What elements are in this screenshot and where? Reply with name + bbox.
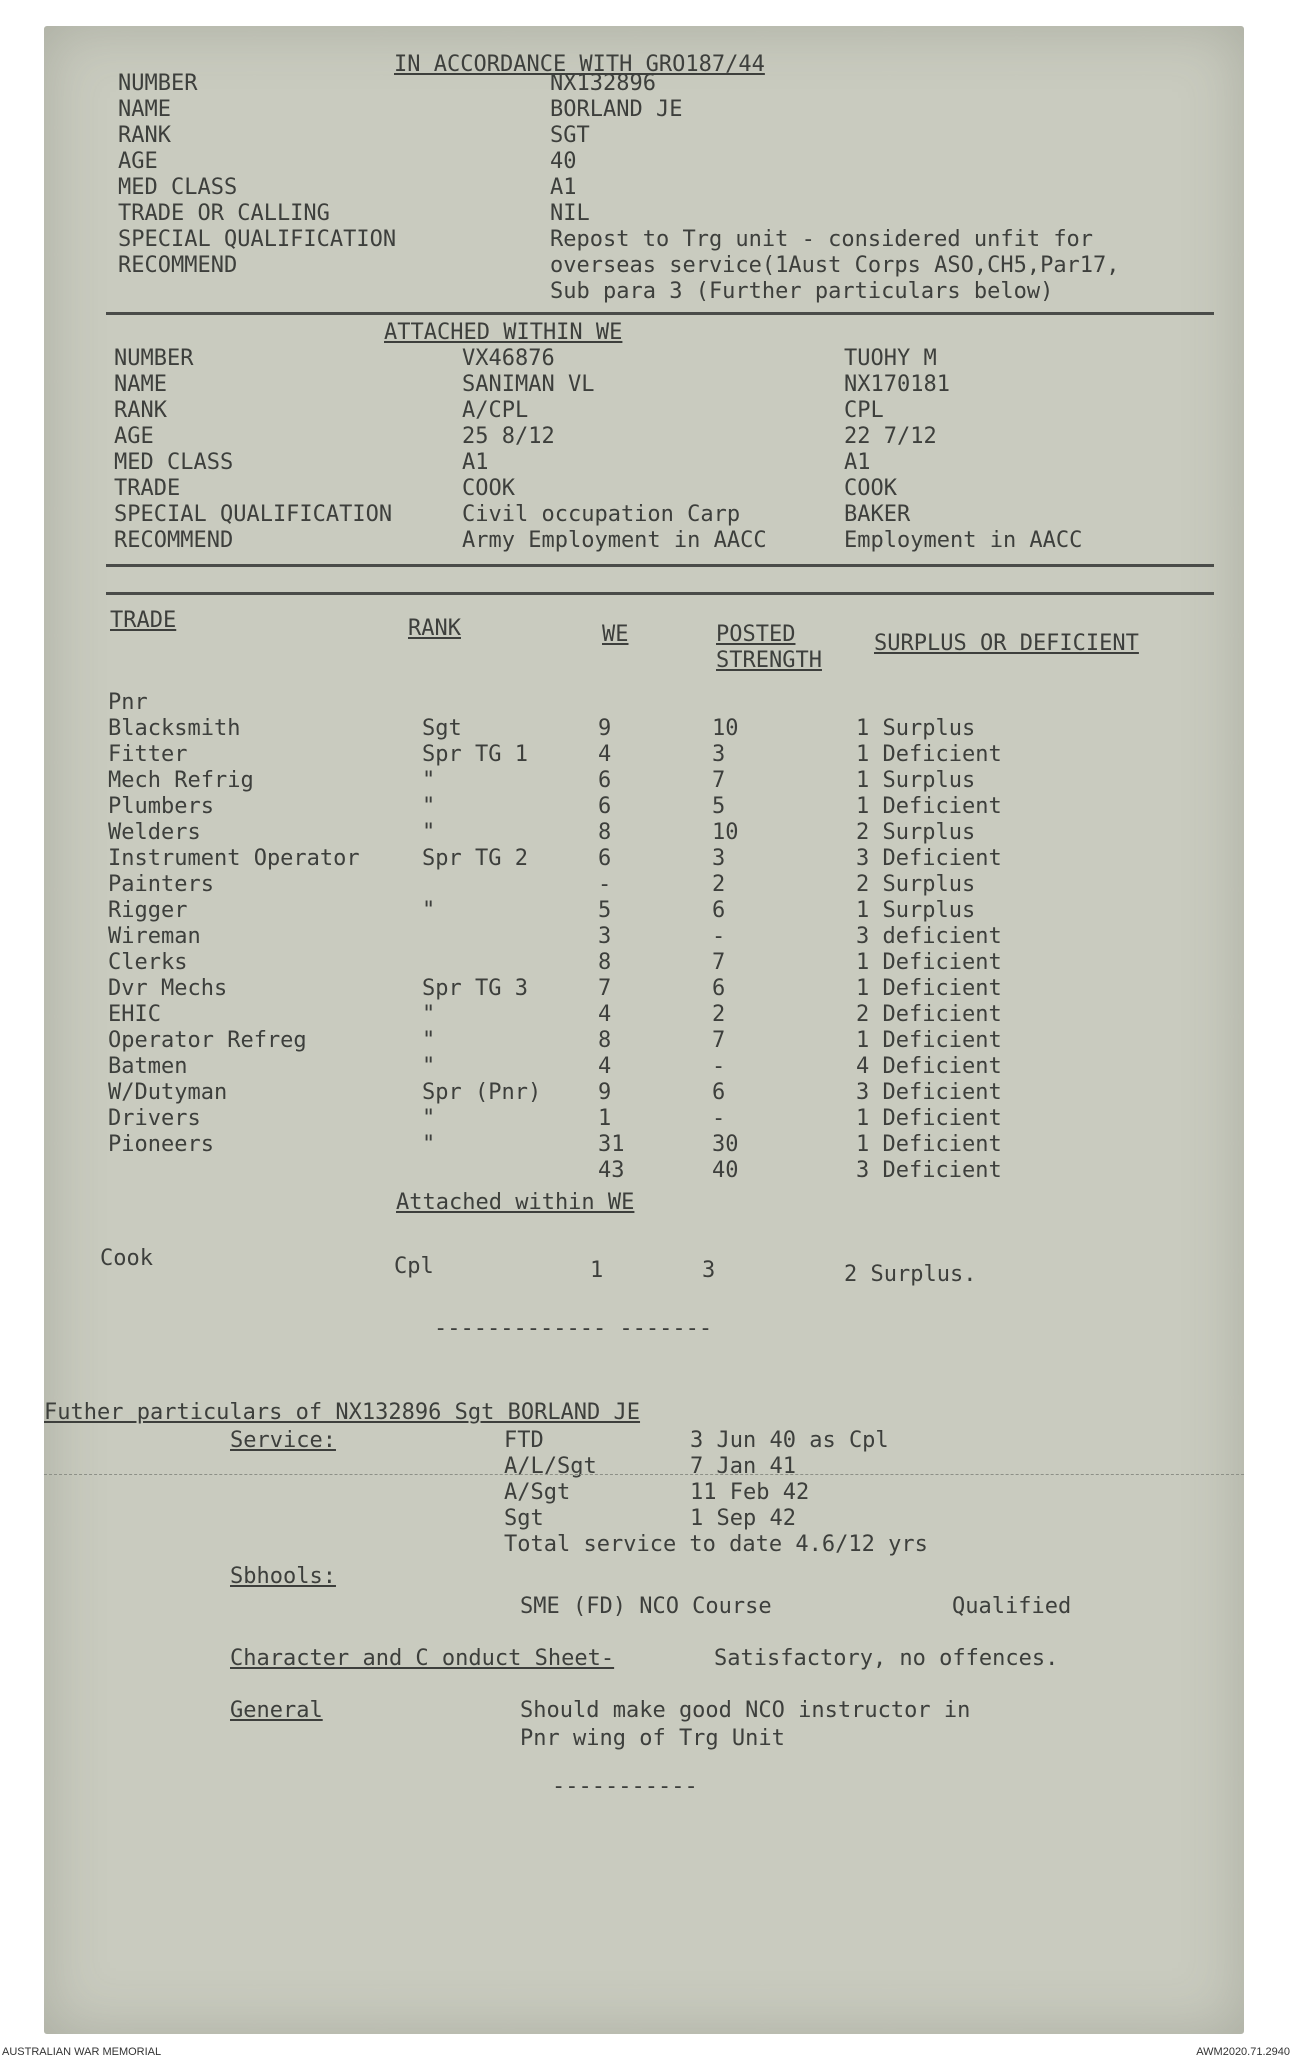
table-row [44,898,1244,924]
row-we: 8 [598,820,612,845]
row-diff: 3 deficient [856,924,1002,949]
row-we: - [598,872,612,897]
schools-label: Sbhools: [230,1564,336,1589]
row-rank: " [422,1028,436,1053]
attached-label: RECOMMEND [114,528,234,553]
service-date: 3 Jun 40 as Cpl [690,1428,889,1453]
attached-within-heading: Attached within WE [396,1190,635,1215]
col-header-trade: TRADE [110,608,177,633]
row-diff: 1 Deficient [856,1106,1002,1131]
row-we: 3 [598,924,612,949]
service-rank: FTD [504,1428,544,1453]
table-row [44,1132,1244,1158]
table-row [44,820,1244,846]
row-posted: 3 [712,846,726,871]
subject-label: NUMBER [118,71,198,96]
attached-rank: Cpl [394,1254,434,1279]
attached-value-b: Employment in AACC [844,528,1083,553]
row-diff: 3 Deficient [856,846,1002,871]
attached-label: MED CLASS [114,450,234,475]
row-diff: 1 Surplus [856,768,976,793]
attached-value-b: TUOHY M [844,346,937,371]
table-row [44,794,1244,820]
row-trade: Plumbers [108,794,214,819]
section-rule [106,564,1214,567]
row-posted: - [712,924,726,949]
row-we: 31 [598,1132,625,1157]
service-date: 11 Feb 42 [690,1480,810,1505]
table-end-separator: ------------- ------- [434,1316,713,1341]
service-label: Service: [230,1428,336,1453]
row-trade: Mech Refrig [108,768,254,793]
row-trade: Batmen [108,1054,188,1079]
attached-value-b: 22 7/12 [844,424,937,449]
general-line-1: Should make good NCO instructor in [520,1698,971,1723]
row-diff: 1 Deficient [856,1028,1002,1053]
subject-value: 40 [550,149,577,174]
attached-value-a: 25 8/12 [462,424,555,449]
row-diff: 3 Deficient [856,1158,1002,1183]
row-diff: 1 Deficient [856,950,1002,975]
col-header-surplus: SURPLUS OR DEFICIENT [874,631,1139,656]
particulars-heading: Futher particulars of NX132896 Sgt BORLAND JE [44,1400,641,1425]
attached-label: NAME [114,372,167,397]
row-trade: Dvr Mechs [108,976,228,1001]
attached-value-a: SANIMAN VL [462,372,595,397]
service-total: Total service to date 4.6/12 yrs [504,1532,928,1557]
row-posted: 10 [712,716,739,741]
order-reference: IN ACCORDANCE WITH GRO187/44 [394,52,765,77]
row-diff: 1 Deficient [856,742,1002,767]
subject-label: SPECIAL QUALIFICATION [118,227,397,252]
subject-value: overseas service(1Aust Corps ASO,CH5,Par17, [550,253,1120,278]
attached-diff: 2 Surplus. [844,1262,977,1287]
attached-we: 1 [590,1258,604,1283]
attached-label: AGE [114,424,154,449]
row-we: 9 [598,1080,612,1105]
attached-label: SPECIAL QUALIFICATION [114,502,393,527]
row-rank: " [422,768,436,793]
attached-value-b: COOK [844,476,897,501]
service-date: 7 Jan 41 [690,1454,796,1479]
row-we: 1 [598,1106,612,1131]
general-label: General [230,1698,323,1723]
subject-value: NIL [550,201,590,226]
row-trade: Welders [108,820,201,845]
subject-value: Repost to Trg unit - considered unfit for [550,227,1094,252]
row-posted: 30 [712,1132,739,1157]
row-trade: Clerks [108,950,188,975]
row-posted: 7 [712,1028,726,1053]
table-row [44,1002,1244,1028]
row-rank: " [422,1054,436,1079]
service-rank: Sgt [504,1506,544,1531]
attached-value-a: Army Employment in AACC [462,528,767,553]
subject-value: BORLAND JE [550,97,683,122]
row-we: 6 [598,846,612,871]
row-rank: " [422,820,436,845]
row-rank: Spr (Pnr) [422,1080,542,1105]
table-row [44,1158,1244,1184]
row-posted: 2 [712,1002,726,1027]
attached-value-a: A/CPL [462,398,529,423]
row-trade: Pioneers [108,1132,214,1157]
row-trade: Wireman [108,924,201,949]
row-diff: 1 Surplus [856,716,976,741]
row-we: 4 [598,742,612,767]
row-trade: EHIC [108,1002,161,1027]
row-posted: 5 [712,794,726,819]
row-diff: 2 Deficient [856,1002,1002,1027]
row-we: 4 [598,1054,612,1079]
row-posted: 10 [712,820,739,845]
row-diff: 2 Surplus [856,872,976,897]
row-we: 6 [598,794,612,819]
row-rank: " [422,1132,436,1157]
footer-right: AWM2020.71.2940 [1196,2046,1290,2058]
table-row [44,1054,1244,1080]
col-header-rank: RANK [408,616,461,641]
subject-label: AGE [118,149,158,174]
row-trade: Fitter [108,742,188,767]
attached-label: NUMBER [114,346,194,371]
attached-value-a: Civil occupation Carp [462,502,741,527]
row-posted: 2 [712,872,726,897]
subject-label: TRADE OR CALLING [118,201,330,226]
service-date: 1 Sep 42 [690,1506,796,1531]
row-trade: Instrument Operator [108,846,360,871]
row-trade: W/Dutyman [108,1080,228,1105]
subject-label: RANK [118,123,171,148]
row-posted: 40 [712,1158,739,1183]
character-value: Satisfactory, no offences. [714,1646,1059,1671]
table-row [44,976,1244,1002]
section-rule [106,312,1214,315]
attached-value-b: NX170181 [844,372,950,397]
attached-label: RANK [114,398,167,423]
row-rank: Spr TG 1 [422,742,528,767]
row-rank: " [422,898,436,923]
col-header-posted: POSTED STRENGTH [716,622,822,673]
row-diff: 4 Deficient [856,1054,1002,1079]
table-row [44,716,1244,742]
table-row [44,768,1244,794]
row-diff: 3 Deficient [856,1080,1002,1105]
end-rule: ----------- [552,1774,698,1799]
service-rank: A/Sgt [504,1480,571,1505]
table-row [44,1106,1244,1132]
row-we: 43 [598,1158,625,1183]
row-posted: - [712,1106,726,1131]
course-name: SME (FD) NCO Course [520,1594,772,1619]
row-trade: Rigger [108,898,188,923]
row-trade: Operator Refreg [108,1028,307,1053]
table-row [44,1028,1244,1054]
row-posted: 6 [712,898,726,923]
row-we: 9 [598,716,612,741]
row-posted: 6 [712,1080,726,1105]
attached-value-b: CPL [844,398,884,423]
row-we: 4 [598,1002,612,1027]
subject-value: SGT [550,123,590,148]
row-diff: 1 Deficient [856,976,1002,1001]
row-rank: Sgt [422,716,462,741]
row-diff: 1 Deficient [856,794,1002,819]
attached-value-b: A1 [844,450,871,475]
table-row [44,846,1244,872]
table-row [44,950,1244,976]
table-row [44,742,1244,768]
row-diff: 1 Surplus [856,898,976,923]
attached-value-b: BAKER [844,502,911,527]
course-result: Qualified [952,1594,1072,1619]
fold-line [44,1474,1244,1475]
row-posted: - [712,1054,726,1079]
subject-value: NX132896 [550,71,656,96]
row-posted: 3 [712,742,726,767]
row-diff: 2 Surplus [856,820,976,845]
subject-label: RECOMMEND [118,253,238,278]
attached-value-a: A1 [462,450,489,475]
subject-label: MED CLASS [118,175,238,200]
subject-extra: Sub para 3 (Further particulars below) [550,279,1054,304]
row-we: 6 [598,768,612,793]
row-we: 7 [598,976,612,1001]
row-posted: 6 [712,976,726,1001]
row-trade: Drivers [108,1106,201,1131]
subject-value: A1 [550,175,577,200]
attached-posted: 3 [702,1258,716,1283]
attached-trade: Cook [100,1246,153,1271]
table-row [44,924,1244,950]
row-trade: Painters [108,872,214,897]
row-rank: " [422,1002,436,1027]
table-row [44,690,1244,716]
row-rank: Spr TG 2 [422,846,528,871]
row-rank: Spr TG 3 [422,976,528,1001]
table-row [44,1080,1244,1106]
col-header-we: WE [602,622,629,647]
footer-left: AUSTRALIAN WAR MEMORIAL [2,2046,162,2058]
attached-heading: ATTACHED WITHIN WE [384,320,623,345]
row-posted: 7 [712,950,726,975]
attached-label: TRADE [114,476,181,501]
subject-label: NAME [118,97,171,122]
row-we: 8 [598,950,612,975]
row-rank: " [422,794,436,819]
row-diff: 1 Deficient [856,1132,1002,1157]
row-we: 8 [598,1028,612,1053]
attached-value-a: VX46876 [462,346,555,371]
section-rule [106,592,1214,595]
row-trade: Pnr [108,690,148,715]
character-label: Character and C onduct Sheet- [230,1646,615,1671]
row-trade: Blacksmith [108,716,241,741]
attached-value-a: COOK [462,476,515,501]
row-rank: " [422,1106,436,1131]
table-row [44,872,1244,898]
general-line-2: Pnr wing of Trg Unit [520,1726,785,1751]
document-page [44,26,1244,2034]
row-we: 5 [598,898,612,923]
service-rank: A/L/Sgt [504,1454,597,1479]
row-posted: 7 [712,768,726,793]
